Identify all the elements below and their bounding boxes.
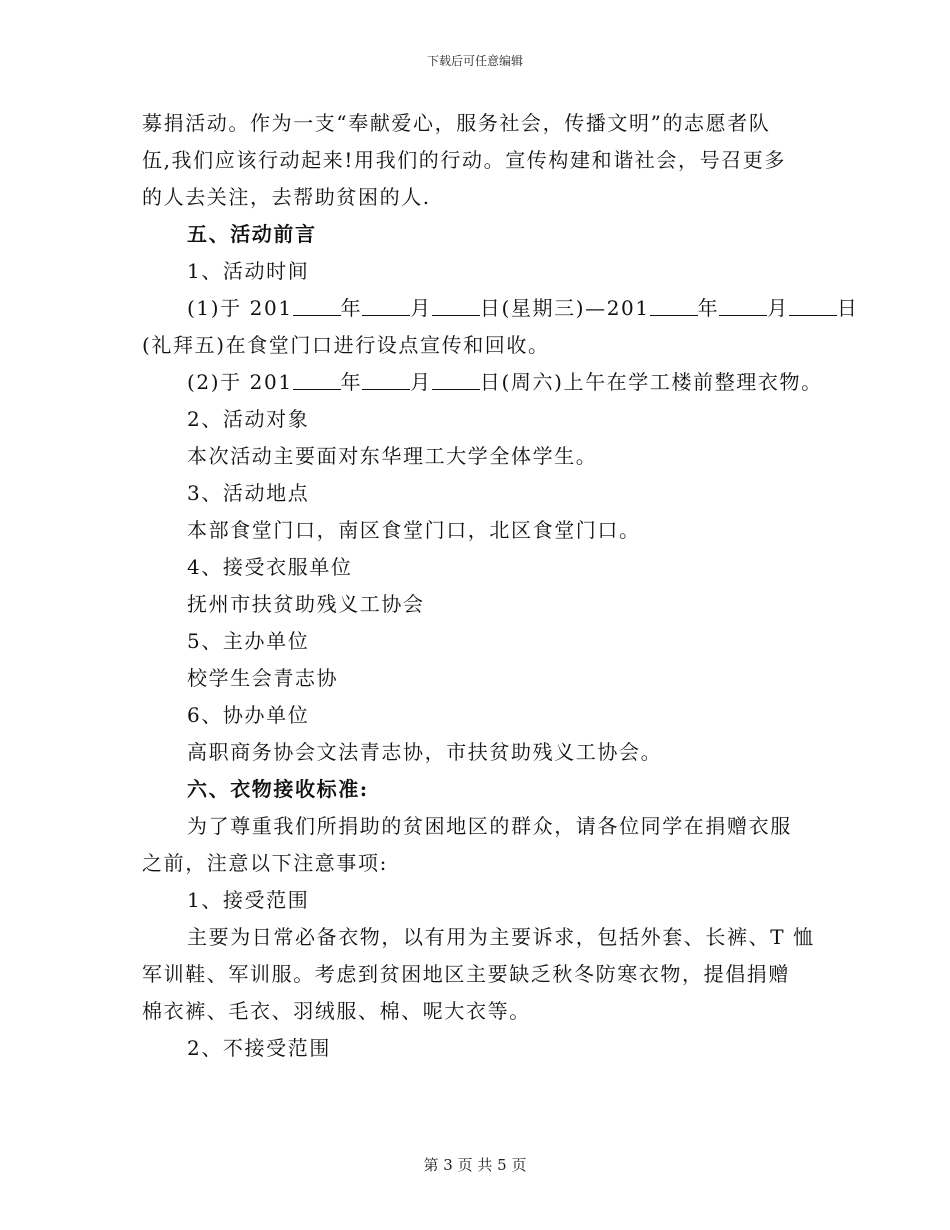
time-1-day-2: 日 <box>836 296 859 320</box>
item-4-heading: 4、接受衣服单位 <box>187 555 353 579</box>
item-3-heading: 3、活动地点 <box>187 481 310 505</box>
time-1-year: 年 <box>340 296 363 320</box>
item-5-heading: 5、主办单位 <box>187 629 310 653</box>
blank-field <box>719 295 767 316</box>
section-6-line-2: 之前，注意以下注意事项: <box>142 851 388 875</box>
blank-field <box>650 295 698 316</box>
item-3-text: 本部食堂门口，南区食堂门口，北区食堂门口。 <box>187 518 641 542</box>
item-6-text: 高职商务协会文法青志协，市扶贫助残义工协会。 <box>187 740 663 764</box>
time-2-month: 月 <box>410 370 432 394</box>
time-1-month-2: 月 <box>767 296 789 320</box>
blank-field <box>293 295 341 316</box>
item-6-heading: 6、协办单位 <box>187 703 310 727</box>
reject-heading: 2、不接受范围 <box>187 1036 331 1060</box>
time-1-line-1 <box>142 290 859 327</box>
page-footer: 第 3 页 共 5 页 <box>423 1156 527 1174</box>
item-2-text: 本次活动主要面对东华理工大学全体学生。 <box>187 444 598 468</box>
accept-heading: 1、接受范围 <box>187 888 310 912</box>
accept-line-3: 棉衣裤、毛衣、羽绒服、棉、呢大衣等。 <box>142 999 531 1023</box>
blank-field <box>362 295 410 316</box>
blank-field <box>432 369 480 390</box>
blank-field <box>293 369 341 390</box>
item-4-text: 抚州市扶贫助残义工协会 <box>187 592 425 616</box>
accept-line-2: 军训鞋、军训服。考虑到贫困地区主要缺乏秋冬防寒衣物，提倡捐赠 <box>142 962 790 986</box>
section-5-heading: 五、活动前言 <box>187 222 317 246</box>
item-2-heading: 2、活动对象 <box>187 407 310 431</box>
blank-field <box>362 369 410 390</box>
intro-line-1: 募捐活动。作为一支“奉献爱心，服务社会，传播文明”的志愿者队 <box>142 111 771 135</box>
blank-field <box>789 295 837 316</box>
document-body <box>142 105 859 1067</box>
intro-line-2: 伍,我们应该行动起来!用我们的行动。宣传构建和谐社会，号召更多 <box>142 148 786 172</box>
blank-field <box>432 295 480 316</box>
time-2-suffix: 日(周六)上午在学工楼前整理衣物。 <box>479 370 823 394</box>
time-2-line <box>142 364 822 401</box>
time-1-prefix: (1)于 201 <box>187 296 293 320</box>
time-1-month: 月 <box>410 296 432 320</box>
time-1-year-2: 年 <box>697 296 720 320</box>
item-1-heading: 1、活动时间 <box>187 259 310 283</box>
time-2-prefix: (2)于 201 <box>187 370 293 394</box>
section-6-line-1: 为了尊重我们所捐助的贫困地区的群众，请各位同学在捐赠衣服 <box>187 814 792 838</box>
intro-line-3: 的人去关注，去帮助贫困的人. <box>142 185 431 209</box>
time-1-line-2: (礼拜五)在食堂门口进行设点宣传和回收。 <box>142 333 550 357</box>
item-5-text: 校学生会青志协 <box>187 666 339 690</box>
accept-line-1: 主要为日常必备衣物，以有用为主要诉求，包括外套、长裤、T 恤 <box>187 925 815 949</box>
time-1-day-weekday: 日(星期三)—201 <box>479 296 650 320</box>
time-2-year: 年 <box>340 370 363 394</box>
section-6-heading: 六、衣物接收标准: <box>187 777 369 801</box>
page-header: 下载后可任意编辑 <box>426 54 523 68</box>
